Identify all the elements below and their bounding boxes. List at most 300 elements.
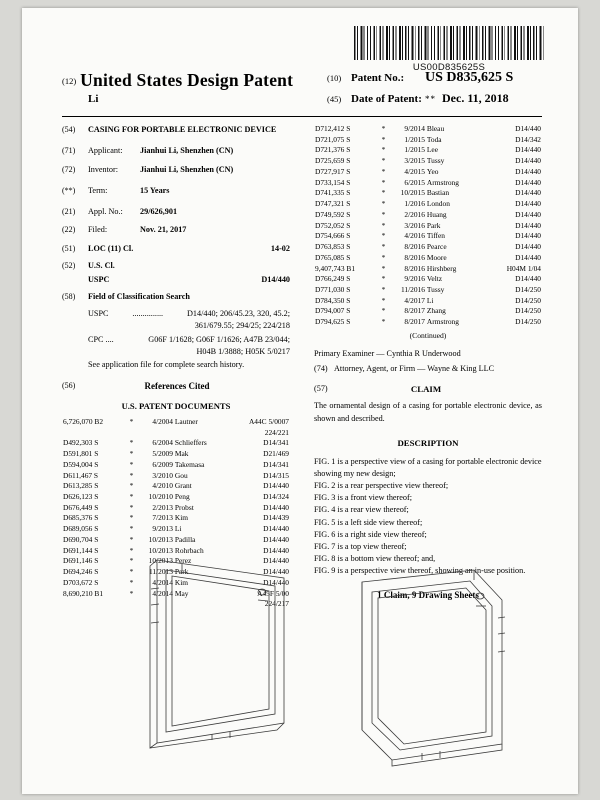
- table-cell: D492,303 S: [63, 438, 99, 448]
- table-cell: D765,085 S: [315, 252, 351, 262]
- table-cell: Rohrbach: [174, 545, 204, 555]
- table-cell: *: [129, 481, 134, 491]
- table-cell: *: [129, 449, 134, 459]
- table-cell: D14/440: [515, 177, 541, 187]
- table-row: [62, 471, 290, 482]
- patent-no-label: Patent No.:: [351, 72, 405, 84]
- description-heading: DESCRIPTION: [397, 438, 459, 449]
- table-row: [62, 492, 290, 503]
- table-cell: *: [381, 252, 386, 262]
- table-row: [314, 306, 542, 317]
- table-row: [314, 264, 542, 275]
- table-cell: *: [381, 295, 386, 305]
- table-row: [62, 524, 290, 535]
- table-cell: *: [381, 177, 386, 187]
- table-cell: 6/2009: [152, 459, 173, 469]
- figure-description-line: FIG. 5 is a left side view thereof;: [314, 517, 423, 527]
- table-cell: D14/439: [263, 513, 289, 523]
- table-cell: D690,704 S: [63, 534, 99, 544]
- title-left: [62, 70, 327, 105]
- table-cell: D613,285 S: [63, 481, 99, 491]
- table-cell: D676,449 S: [63, 502, 99, 512]
- table-cell: *: [129, 459, 134, 469]
- field-22-label: Filed:: [88, 225, 108, 235]
- table-cell: 10/2010: [148, 492, 173, 501]
- table-cell: *: [381, 317, 386, 327]
- table-cell: Kim: [174, 577, 189, 587]
- table-cell: 10/2015: [400, 188, 425, 198]
- table-row: [314, 231, 542, 242]
- table-cell: *: [381, 199, 386, 209]
- attorney-firm: Attorney, Agent, or Firm — Wayne & King LLC: [334, 363, 495, 373]
- table-row: [62, 535, 290, 546]
- table-cell: London: [426, 199, 450, 209]
- table-row: [314, 178, 542, 189]
- left-column: [62, 124, 290, 610]
- table-row: [62, 503, 290, 514]
- table-cell: *: [129, 577, 134, 587]
- field-21: [62, 206, 290, 218]
- table-cell: 10/2013: [148, 545, 173, 555]
- table-cell: D611,467 S: [63, 470, 99, 480]
- table-cell: *: [381, 156, 386, 166]
- table-cell: 9/2013: [152, 524, 173, 534]
- table-cell: Veltz: [426, 274, 443, 284]
- table-row: [314, 221, 542, 232]
- table-row: [314, 156, 542, 167]
- table-cell: Zhang: [426, 306, 446, 316]
- table-cell: Tussy: [426, 285, 445, 295]
- figure-description-line: FIG. 6 is a right side view thereof;: [314, 529, 427, 539]
- references-title: References Cited: [144, 381, 210, 392]
- body-columns: [62, 124, 542, 609]
- table-cell: 2/2016: [404, 209, 425, 219]
- references-continued: (Continued): [409, 330, 447, 340]
- table-cell: 1/2016: [404, 199, 425, 209]
- figure-description-line: FIG. 9 is a perspective view thereof, showing an in-use position.: [314, 566, 526, 576]
- figure-description-line: FIG. 7 is a top view thereof;: [314, 541, 407, 551]
- table-row: [314, 188, 542, 199]
- table-cell: D14/440: [263, 545, 289, 555]
- table-cell: Grant: [174, 481, 192, 491]
- table-cell: D721,376 S: [315, 145, 351, 155]
- table-cell: 8/2017: [404, 317, 425, 327]
- table-cell: D594,004 S: [63, 459, 99, 469]
- table-cell: [126, 428, 136, 439]
- field-uspc: [62, 274, 290, 286]
- table-cell: 1/2015: [404, 145, 425, 155]
- table-cell: 9/2014: [404, 124, 425, 133]
- field-52-label: U.S. Cl.: [88, 261, 115, 271]
- table-cell: 2/2013: [152, 502, 173, 512]
- table-cell: 11/2013: [148, 567, 173, 577]
- code-45: (45): [327, 94, 342, 104]
- table-cell: D749,592 S: [315, 209, 351, 219]
- table-cell: 6/2015: [404, 177, 425, 187]
- table-cell: D14/440: [515, 274, 541, 284]
- table-cell: D691,144 S: [63, 545, 99, 555]
- table-cell: *: [381, 188, 386, 198]
- field-71-value: Jianhui Li, Shenzhen (CN): [140, 145, 234, 155]
- table-row: [314, 253, 542, 264]
- table-cell: D14/440: [263, 567, 289, 577]
- table-cell: Schlieffers: [174, 438, 207, 448]
- table-cell: D725,659 S: [315, 156, 351, 166]
- table-cell: May: [174, 588, 189, 598]
- table-cell: Lee: [426, 145, 438, 155]
- field-51: [62, 243, 290, 255]
- table-cell: Perez: [174, 556, 192, 566]
- primary-examiner: Primary Examiner — Cynthia R Underwood: [314, 348, 461, 358]
- table-cell: D694,246 S: [63, 567, 99, 577]
- table-cell: D14/440: [515, 209, 541, 219]
- table-cell: [62, 428, 126, 439]
- table-cell: D14/250: [515, 306, 541, 316]
- field-51-value: 14-02: [270, 244, 290, 254]
- figure-description-line: FIG. 8 is a bottom view thereof; and,: [314, 553, 436, 563]
- patent-number: US D835,625 S: [425, 70, 514, 85]
- right-column: [314, 124, 542, 602]
- table-cell: Padilla: [174, 534, 196, 544]
- table-row: [62, 428, 290, 439]
- table-cell: D14/440: [263, 481, 289, 491]
- table-cell: D794,007 S: [315, 306, 351, 316]
- table-cell: 4/2010: [152, 481, 173, 491]
- field-51-label: LOC (11) Cl.: [88, 244, 134, 254]
- table-cell: 6,726,070 B2: [63, 416, 104, 426]
- field-72-value: Jianhui Li, Shenzhen (CN): [140, 164, 234, 174]
- table-cell: D14/440: [515, 242, 541, 252]
- table-cell: 8/2016: [404, 252, 425, 262]
- table-cell: Armstrong: [426, 177, 459, 187]
- table-cell: D741,335 S: [315, 188, 351, 198]
- table-cell: D14/250: [515, 317, 541, 327]
- sheets-line: 1 Claim, 9 Drawing Sheets: [377, 590, 479, 601]
- table-cell: Lautner: [174, 416, 198, 426]
- field-54: [62, 124, 290, 136]
- table-cell: 8/2017: [404, 306, 425, 316]
- table-cell: 10/2013: [148, 534, 173, 544]
- table-row: [314, 242, 542, 253]
- table-cell: D14/440: [515, 145, 541, 155]
- table-cell: D14/440: [515, 188, 541, 198]
- field-71: [62, 145, 290, 157]
- table-cell: D689,056 S: [63, 524, 99, 534]
- field-72-num: (72): [62, 164, 76, 174]
- table-cell: *: [129, 524, 134, 534]
- table-cell: D766,249 S: [315, 274, 351, 284]
- table-cell: 4/2014: [152, 588, 173, 598]
- table-row: [62, 449, 290, 460]
- field-term: [62, 185, 290, 197]
- table-cell: 5/2009: [152, 449, 173, 459]
- table-cell: D14/440: [515, 220, 541, 230]
- field-21-num: (21): [62, 206, 76, 216]
- table-cell: *: [129, 556, 134, 566]
- table-cell: 4/2017: [404, 295, 425, 305]
- field-54-num: (54): [62, 125, 76, 134]
- table-row: [314, 199, 542, 210]
- search-cpc-label: CPC ....: [88, 334, 114, 344]
- code-12: (12): [62, 76, 77, 86]
- table-cell: 8,690,210 B1: [63, 588, 104, 598]
- table-row: [314, 210, 542, 221]
- figure-description-line: FIG. 3 is a front view thereof;: [314, 493, 412, 503]
- table-cell: 224/221: [264, 427, 289, 437]
- table-cell: Pearce: [426, 242, 447, 252]
- table-cell: D14/440: [263, 577, 289, 587]
- field-56-num: (56): [62, 381, 76, 391]
- barcode-number: US00D835625S: [412, 62, 486, 73]
- table-cell: 9/2016: [404, 274, 425, 284]
- field-72: [62, 164, 290, 176]
- patent-page: [22, 8, 578, 794]
- table-cell: D626,123 S: [63, 492, 99, 501]
- date-label: Date of Patent:: [351, 93, 422, 105]
- table-cell: Park: [426, 220, 441, 230]
- table-cell: D14/440: [263, 534, 289, 544]
- table-cell: *: [381, 306, 386, 316]
- table-row: [62, 481, 290, 492]
- table-cell: D14/440: [515, 199, 541, 209]
- table-cell: 3/2016: [404, 220, 425, 230]
- table-cell: [137, 428, 174, 439]
- table-cell: D763,853 S: [315, 242, 351, 252]
- field-54-value: CASING FOR PORTABLE ELECTRONIC DEVICE: [88, 125, 277, 134]
- table-cell: D14/440: [515, 231, 541, 241]
- table-cell: D794,625 S: [315, 317, 351, 327]
- table-cell: 4/2015: [404, 166, 425, 176]
- search-cpc-value: G06F 1/1628; G06F 1/1626; A47B 23/044;: [148, 334, 290, 344]
- table-cell: D712,412 S: [315, 124, 351, 133]
- table-cell: Gou: [174, 470, 188, 480]
- table-row: [314, 285, 542, 296]
- table-cell: *: [129, 513, 134, 523]
- claim-text: The ornamental design of a casing for portable electronic device, as shown and described.: [314, 401, 542, 423]
- table-cell: 8/2016: [404, 263, 425, 273]
- table-cell: *: [381, 242, 386, 252]
- field-term-value: 15 Years: [140, 185, 170, 195]
- code-10: (10): [327, 73, 342, 83]
- table-row: [314, 167, 542, 178]
- references-table-right: [314, 124, 542, 328]
- field-term-num: (**): [62, 185, 76, 195]
- table-cell: D14/315: [263, 470, 289, 480]
- table-cell: Li: [174, 524, 182, 534]
- table-cell: *: [129, 588, 134, 598]
- table-cell: *: [381, 231, 386, 241]
- search-uspc-label: USPC: [88, 308, 109, 318]
- table-cell: H04M 1/04: [506, 263, 541, 273]
- table-cell: *: [129, 545, 134, 555]
- table-cell: A45F 5/00: [257, 588, 289, 598]
- references-subtitle: U.S. PATENT DOCUMENTS: [121, 401, 231, 412]
- field-58: [62, 291, 290, 303]
- table-cell: *: [129, 470, 134, 480]
- field-21-label: Appl. No.:: [88, 206, 123, 216]
- search-title: Field of Classification Search: [88, 292, 190, 302]
- table-cell: 10/2013: [148, 556, 173, 566]
- claim-heading: CLAIM: [410, 383, 442, 394]
- field-22-num: (22): [62, 225, 76, 235]
- search-cpc-value2: H04B 1/3888; H05K 5/0217: [196, 346, 290, 356]
- table-cell: D14/342: [515, 134, 541, 144]
- table-cell: 11/2016: [400, 285, 425, 295]
- table-cell: D14/440: [515, 156, 541, 166]
- page-title: United States Design Patent: [80, 70, 294, 90]
- table-cell: D784,350 S: [315, 295, 351, 305]
- table-cell: Armstrong: [426, 317, 459, 327]
- search-uspc-value2: 361/679.55; 294/25; 224/218: [194, 320, 290, 330]
- table-cell: D721,075 S: [315, 134, 351, 144]
- table-cell: *: [381, 124, 386, 133]
- table-cell: D14/341: [263, 459, 289, 469]
- date-stars: **: [425, 94, 436, 104]
- claim-num: (57): [314, 383, 328, 393]
- table-cell: *: [129, 502, 134, 512]
- table-cell: Huang: [426, 209, 447, 219]
- table-cell: *: [381, 166, 386, 176]
- table-cell: Li: [426, 295, 434, 305]
- field-52: [62, 260, 290, 272]
- table-cell: D685,376 S: [63, 513, 99, 523]
- field-uspc-value: D14/440: [261, 275, 290, 285]
- table-cell: *: [129, 492, 134, 501]
- table-row: [62, 513, 290, 524]
- table-cell: D703,672 S: [63, 577, 99, 587]
- field-71-num: (71): [62, 145, 76, 155]
- table-row: [314, 274, 542, 285]
- inventor-short: Li: [88, 93, 99, 105]
- table-cell: Peng: [174, 492, 190, 501]
- table-cell: Yeo: [426, 166, 439, 176]
- table-cell: Hirshberg: [426, 263, 457, 273]
- table-cell: Takemasa: [174, 459, 205, 469]
- table-cell: 4/2004: [152, 416, 173, 426]
- table-cell: D14/341: [263, 438, 289, 448]
- table-cell: D14/440: [263, 524, 289, 534]
- table-cell: *: [381, 263, 386, 273]
- table-cell: D14/440: [263, 556, 289, 566]
- figure-description-line: FIG. 4 is a rear view thereof;: [314, 505, 409, 515]
- table-cell: *: [381, 145, 386, 155]
- table-row: [62, 460, 290, 471]
- table-row: [62, 417, 290, 428]
- title-block: [62, 70, 542, 106]
- table-cell: Moore: [426, 252, 447, 262]
- table-row: [314, 296, 542, 307]
- field-22: [62, 224, 290, 236]
- table-cell: D14/440: [515, 166, 541, 176]
- table-cell: *: [129, 438, 134, 448]
- table-cell: D727,917 S: [315, 166, 351, 176]
- table-cell: D14/440: [263, 502, 289, 512]
- table-cell: 4/2016: [404, 231, 425, 241]
- table-cell: *: [129, 567, 134, 577]
- search-uspc-value: D14/440; 206/45.23, 320, 45.2;: [186, 308, 290, 318]
- table-cell: Bleau: [426, 124, 445, 133]
- table-cell: D14/324: [263, 492, 289, 501]
- table-cell: D14/440: [515, 124, 541, 133]
- field-58-num: (58): [62, 292, 76, 302]
- table-cell: Tiffen: [426, 231, 445, 241]
- figure-description-line: FIG. 2 is a rear perspective view thereof;: [314, 481, 449, 491]
- table-cell: Tussy: [426, 156, 445, 166]
- field-51-num: (51): [62, 244, 76, 254]
- table-row: [314, 145, 542, 156]
- search-note: See application file for complete search history.: [88, 360, 245, 370]
- field-52-num: (52): [62, 261, 76, 271]
- table-cell: D754,666 S: [315, 231, 351, 241]
- table-cell: D21/469: [263, 449, 289, 459]
- table-row: [314, 124, 542, 135]
- table-cell: 7/2013: [152, 513, 173, 523]
- field-72-label: Inventor:: [88, 164, 119, 174]
- table-cell: Mak: [174, 449, 189, 459]
- table-cell: A44C 5/0007: [248, 416, 289, 426]
- table-row: [314, 317, 542, 328]
- field-term-label: Term:: [88, 185, 108, 195]
- table-cell: *: [381, 220, 386, 230]
- table-cell: *: [381, 285, 386, 295]
- field-56: [62, 380, 290, 393]
- table-cell: 3/2010: [152, 470, 173, 480]
- table-cell: *: [381, 134, 386, 144]
- field-uspc-label: USPC: [88, 275, 110, 285]
- field-71-label: Applicant:: [88, 145, 123, 155]
- table-cell: Bastian: [426, 188, 450, 198]
- table-cell: Toda: [426, 134, 442, 144]
- table-cell: 224/217: [264, 599, 289, 609]
- table-cell: 3/2015: [404, 156, 425, 166]
- title-right: [327, 70, 542, 106]
- field-21-value: 29/626,901: [140, 206, 178, 216]
- barcode-image: [354, 26, 544, 60]
- table-cell: 1/2015: [404, 134, 425, 144]
- table-cell: 6/2004: [152, 438, 173, 448]
- table-cell: Park: [174, 567, 189, 577]
- field-22-value: Nov. 21, 2017: [140, 225, 187, 235]
- table-cell: D14/440: [515, 252, 541, 262]
- table-cell: [174, 428, 240, 439]
- table-row: [314, 135, 542, 146]
- table-cell: *: [129, 534, 134, 544]
- table-cell: D691,146 S: [63, 556, 99, 566]
- header-rule: [62, 116, 542, 117]
- table-cell: D752,052 S: [315, 220, 351, 230]
- patent-date: Dec. 11, 2018: [442, 91, 509, 105]
- table-cell: *: [129, 416, 134, 426]
- table-cell: *: [381, 274, 386, 284]
- table-cell: D591,801 S: [63, 449, 99, 459]
- search-uspc-row: USPC ............... D14/440; 206/45.23, 320, 45.2; 361/679.55; 294/25; 224/218 CPC .... G06F 1/1628; G06F 1/1626; A47B 23/044; H04B 1/3888; H05K 5/0217 See application file for complete search history.: [88, 308, 290, 370]
- barcode-block: [354, 26, 544, 73]
- table-cell: D733,154 S: [315, 177, 351, 187]
- table-cell: Probst: [174, 502, 194, 512]
- attorney-num: (74): [314, 363, 328, 373]
- table-cell: *: [381, 209, 386, 219]
- table-cell: 9,407,743 B1: [315, 263, 356, 273]
- table-cell: 4/2014: [152, 577, 173, 587]
- table-cell: D14/250: [515, 285, 541, 295]
- figure-description-line: FIG. 1 is a perspective view of a casing for portable electronic device showing my new design;: [314, 456, 542, 478]
- table-cell: D771,030 S: [315, 285, 351, 295]
- table-cell: 8/2016: [404, 242, 425, 252]
- table-cell: D747,321 S: [315, 199, 351, 209]
- table-cell: D14/250: [515, 295, 541, 305]
- table-row: [62, 438, 290, 449]
- table-cell: Kim: [174, 513, 189, 523]
